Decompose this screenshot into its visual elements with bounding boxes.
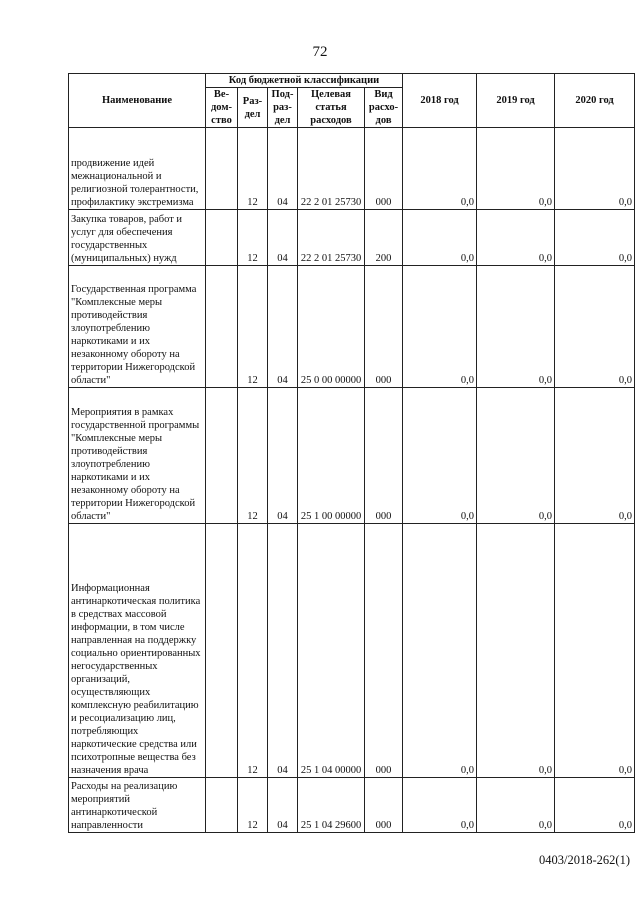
row-vid: 000 — [365, 266, 403, 388]
row-vid: 000 — [365, 778, 403, 833]
table-row — [69, 778, 635, 833]
row-name: Государственная программа "Комплексные меры противодействия злоупотреблению наркотиками и их незаконному обороту на территории Нижегородской области" — [69, 266, 206, 388]
row-2019: 0,0 — [477, 388, 555, 524]
row-target: 25 1 00 00000 — [298, 388, 365, 524]
row-razdel: 12 — [238, 266, 268, 388]
row-2019: 0,0 — [477, 210, 555, 266]
row-podrazdel: 04 — [268, 210, 298, 266]
row-2020: 0,0 — [555, 128, 635, 210]
row-razdel: 12 — [238, 128, 268, 210]
row-2019: 0,0 — [477, 266, 555, 388]
row-name: Мероприятия в рамках государственной программы "Комплексные меры противодействия злоупотреблению наркотиками и их незаконному обороту на территории Нижегородской области" — [69, 388, 206, 524]
row-podrazdel: 04 — [268, 524, 298, 778]
row-vedomstvo — [206, 524, 238, 778]
row-podrazdel: 04 — [268, 266, 298, 388]
row-vedomstvo — [206, 266, 238, 388]
header-target: Целевая статья расходов — [298, 88, 365, 128]
row-target: 25 1 04 29600 — [298, 778, 365, 833]
row-2020: 0,0 — [555, 778, 635, 833]
row-vid: 200 — [365, 210, 403, 266]
page-number: 72 — [312, 44, 328, 60]
row-razdel: 12 — [238, 778, 268, 833]
row-2018: 0,0 — [403, 128, 477, 210]
row-2020: 0,0 — [555, 524, 635, 778]
row-target: 22 2 01 25730 — [298, 210, 365, 266]
header-code-group: Код бюджетной классификации — [206, 74, 403, 88]
header-2019: 2019 год — [477, 74, 555, 128]
row-2018: 0,0 — [403, 266, 477, 388]
row-name: продвижение идей межнациональной и религиозной толерантности, профилактику экстремизма — [69, 128, 206, 210]
row-name: Расходы на реализацию мероприятий антинаркотической направленности — [69, 778, 206, 833]
row-2018: 0,0 — [403, 210, 477, 266]
row-razdel: 12 — [238, 524, 268, 778]
row-vedomstvo — [206, 388, 238, 524]
header-razdel: Раз- дел — [238, 88, 268, 128]
header-vedomstvo: Ве- дом- ство — [206, 88, 238, 128]
row-2020: 0,0 — [555, 388, 635, 524]
row-2019: 0,0 — [477, 778, 555, 833]
header-2020: 2020 год — [555, 74, 635, 128]
header-name: Наименование — [69, 74, 206, 128]
row-target: 25 1 04 00000 — [298, 524, 365, 778]
table-row — [69, 266, 635, 388]
table-row — [69, 210, 635, 266]
row-vedomstvo — [206, 128, 238, 210]
header-podrazdel: Под- раз- дел — [268, 88, 298, 128]
row-name: Информационная антинаркотическая политика в средствах массовой информации, в том числе направленная на поддержку социально ориентированных негосударственных организаций, осуществляющих комплексную реабилитацию и ресоциализацию лиц, потребляющих наркотические средства или психотропные вещества без назначения врача — [69, 524, 206, 778]
row-vedomstvo — [206, 210, 238, 266]
row-vid: 000 — [365, 388, 403, 524]
row-razdel: 12 — [238, 210, 268, 266]
row-podrazdel: 04 — [268, 128, 298, 210]
row-2019: 0,0 — [477, 128, 555, 210]
header-2018: 2018 год — [403, 74, 477, 128]
budget-table — [68, 73, 635, 833]
row-target: 22 2 01 25730 — [298, 128, 365, 210]
row-vedomstvo — [206, 778, 238, 833]
row-2018: 0,0 — [403, 388, 477, 524]
row-2019: 0,0 — [477, 524, 555, 778]
row-podrazdel: 04 — [268, 778, 298, 833]
row-vid: 000 — [365, 524, 403, 778]
table-row — [69, 388, 635, 524]
row-2020: 0,0 — [555, 266, 635, 388]
table-row — [69, 128, 635, 210]
row-podrazdel: 04 — [268, 388, 298, 524]
row-vid: 000 — [365, 128, 403, 210]
row-2018: 0,0 — [403, 524, 477, 778]
row-name: Закупка товаров, работ и услуг для обеспечения государственных (муниципальных) нужд — [69, 210, 206, 266]
table-row — [69, 524, 635, 778]
row-target: 25 0 00 00000 — [298, 266, 365, 388]
row-razdel: 12 — [238, 388, 268, 524]
header-vid: Вид расхо- дов — [365, 88, 403, 128]
row-2020: 0,0 — [555, 210, 635, 266]
row-2018: 0,0 — [403, 778, 477, 833]
document-code: 0403/2018-262(1) — [539, 853, 630, 867]
